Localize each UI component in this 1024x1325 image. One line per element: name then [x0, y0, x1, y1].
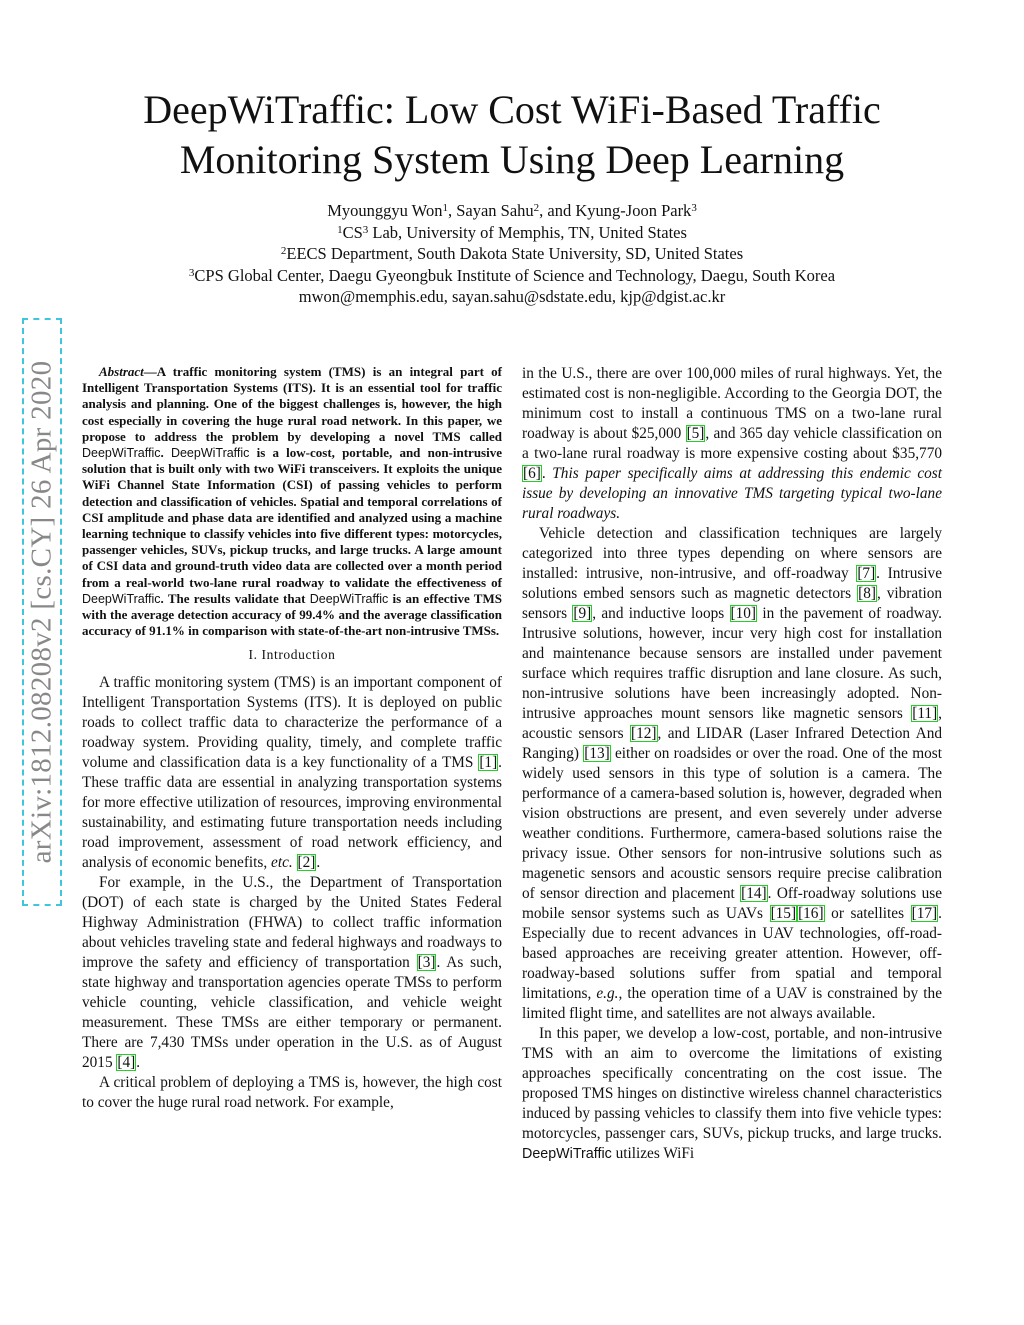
- author-2-sup: 2: [533, 202, 540, 214]
- emphasis-text: e.g.,: [596, 985, 623, 1002]
- affiliation-1-text: Lab, University of Memphis, TN, United States: [368, 222, 687, 242]
- system-name: DeepWiTraffic: [82, 591, 161, 606]
- affiliation-2-text: EECS Department, South Dakota State University, SD, United States: [286, 244, 744, 263]
- citation-link[interactable]: [16]: [798, 905, 824, 922]
- affiliation-3-sup: 3: [188, 266, 195, 279]
- citation-link[interactable]: [5]: [686, 425, 705, 442]
- citation-link[interactable]: [10]: [730, 605, 757, 622]
- paragraph-text: , and inductive loops: [592, 605, 730, 622]
- paragraph-text: utilizes WiFi: [611, 1145, 695, 1162]
- paragraph-text: .: [136, 1054, 141, 1072]
- intro-paragraph-5: [522, 1024, 942, 1164]
- citation-link[interactable]: [6]: [523, 465, 541, 482]
- author-names: [90, 200, 934, 222]
- author-2: Sayan Sahu: [456, 201, 534, 220]
- paragraph-text: Vehicle detection and classification techniques are largely categorized into three types depending on where sensors are installed: intrusive, non-intrusive, and off-roadway: [522, 525, 942, 582]
- paragraph-text: . These traffic data are essential in analyzing transportation systems for more effective utilization of resources, improving environmental sustainability, and estimating future transportation needs including road improvement, assessment of road network efficiency, and analysis of economic benefits,: [82, 754, 502, 872]
- affiliation-2: [90, 243, 934, 265]
- author-3: Kyung-Joon Park: [575, 201, 692, 220]
- paragraph-text: .: [316, 854, 321, 872]
- paragraph-text: A traffic monitoring system (TMS) is an important component of Intelligent Transportation Systems (ITS). It is deployed on public roads to collect traffic data to characterize the performance of a roadway system. Providing quality, timely, and complete traffic volume and classification data is a key functionality of a TMS: [82, 674, 502, 772]
- citation-link[interactable]: [3]: [417, 954, 436, 972]
- intro-paragraph-1: [82, 673, 502, 873]
- author-emails: mwon@memphis.edu, sayan.sahu@sdstate.edu, kjp@dgist.ac.kr: [298, 287, 726, 306]
- citation-link[interactable]: [1]: [479, 754, 498, 772]
- paragraph-text: , and LIDAR (Laser Infrared Detection And Ranging): [522, 725, 942, 762]
- affiliation-1-sup: 1: [337, 223, 343, 236]
- paragraph-text: . Especially due to recent advances in UAV technologies, off-road-based approaches are receiving greater attention. However, off-roadway-based solutions suffer from spatial and temporal limitations,: [522, 905, 942, 1002]
- author-block: [90, 200, 934, 308]
- section-heading-introduction: I. Introduction: [248, 647, 336, 663]
- system-name: DeepWiTraffic: [309, 591, 389, 606]
- paragraph-text: , and 365 day vehicle classification on a two-lane rural roadway is more expensive costing about $35,770: [522, 425, 942, 462]
- citation-link[interactable]: [9]: [573, 605, 592, 622]
- author-1: Myounggyu Won: [327, 201, 443, 220]
- paragraph-text: . Off-roadway solutions use mobile sensor systems such as UAVs: [522, 885, 942, 922]
- title-line-1: DeepWiTraffic: Low Cost WiFi-Based Traffic: [143, 87, 881, 132]
- intro-paragraph-3: A critical problem of deploying a TMS is, however, the high cost to cover the huge rural road network. For example,: [82, 1074, 502, 1112]
- paragraph-text: either on roadsides or over the road. One of the most widely used sensors in this type of solution is a camera. The performance of a camera-based solution is, however, degraded when vision obstructions are present, and even severely under adverse weather conditions. Furthermore, camera-based solutions raise the privacy issue. Other sensors for non-intrusive solutions such as magenetic sensors and acoustic sensors require precise calibration of sensor direction and placement: [522, 745, 942, 902]
- abstract-text: .: [160, 445, 171, 461]
- abstract-text: A traffic monitoring system (TMS) is an integral part of Intelligent Transportation Systems (ITS). It is an essential tool for traffic analysis and planning. One of the biggest challenges is, however, the high cost especially in covering the huge rural road network. In this paper, we propose to address the problem by developing a novel TMS called: [82, 364, 502, 444]
- title-line-2: Monitoring System Using Deep Learning: [179, 137, 845, 182]
- author-3-sup: 3: [691, 202, 697, 214]
- right-column: [522, 364, 942, 1164]
- emphasis-text: etc.: [271, 854, 293, 872]
- paragraph-text: . Intrusive solutions embed sensors such as magnetic detectors: [522, 565, 942, 602]
- citation-link[interactable]: [8]: [858, 585, 876, 602]
- abstract-dash: —: [143, 364, 157, 379]
- intro-paragraph-3-continued: [522, 364, 942, 524]
- abstract-text: is a low-cost, portable, and non-intrusive solution that is built only with two WiFi transceivers. It exploits the unique WiFi Channel State Information (CSI) of passing vehicles to perform detection and classification of vehicles. Spatial and temporal correlations of CSI amplitude and phase data are identified and analyzed using a machine learning technique to classify vehicles into five different types: motorcycles, passenger vehicles, SUVs, pickup trucks, and large trucks. A large amount of CSI data and ground-truth video data are collected over a month period from a real-world two-lane rural roadway to validate the effectiveness of: [82, 445, 502, 590]
- left-column: [82, 364, 502, 1113]
- paragraph-text: .: [541, 465, 553, 482]
- citation-link[interactable]: [13]: [584, 745, 610, 762]
- system-name: DeepWiTraffic: [170, 446, 250, 461]
- paper-title: [90, 85, 934, 185]
- affiliation-1-lab: CS: [342, 222, 363, 242]
- intro-paragraph-4: [522, 524, 942, 1024]
- paragraph-text: . As such, state highway and transportation agencies operate TMSs to perform vehicle counting, vehicle classification, and vehicle weight measurement. These TMSs are either temporary or permanent. There are 7,430 TMSs under operation in the U.S. as of August 2015: [82, 954, 502, 1072]
- system-name: DeepWiTraffic: [522, 1146, 612, 1162]
- paragraph-text: In this paper, we develop a low-cost, portable, and non-intrusive TMS with an aim to overcome the limitations of existing approaches specifically concentrating on the cost issue. The proposed TMS hinges on distinctive wireless channel characteristics induced by passing vehicles to classify them into five vehicle types: motorcycles, passenger cars, SUVs, pickup trucks, and large trucks.: [522, 1025, 942, 1142]
- abstract-text: is an effective TMS with the average detection accuracy of 99.4% and the average classification accuracy of 91.1% in comparison with state-of-the-art non-intrusive TMSs.: [82, 590, 502, 639]
- author-1-sup: 1: [442, 202, 448, 214]
- arxiv-identifier[interactable]: arXiv:1812.08208v2 [cs.CY] 26 Apr 2020: [25, 360, 58, 864]
- abstract: [82, 364, 502, 639]
- intro-paragraph-2: [82, 873, 502, 1073]
- citation-link[interactable]: [2]: [297, 854, 316, 872]
- paragraph-text: , vibration sensors: [522, 585, 942, 622]
- paragraph-text: in the U.S., there are over 100,000 miles of rural highways. Yet, the estimated cost is non-negligible. According to the Georgia DOT, the minimum cost to install a continuous TMS on a two-lane rural roadway is about $25,000: [522, 365, 942, 442]
- affiliation-1-lab-sup: 3: [362, 223, 369, 236]
- paragraph-text: , acoustic sensors: [522, 705, 942, 742]
- citation-link[interactable]: [4]: [117, 1054, 136, 1072]
- citation-link[interactable]: [7]: [857, 565, 876, 582]
- citation-link[interactable]: [11]: [912, 705, 938, 722]
- paragraph-text: in the pavement of roadway. Intrusive solutions, however, incur very high cost for installation and maintenance because sensors are installed under pavement surface which requires traffic disruption and lane closure. As such, non-intrusive solutions have been increasingly adopted. Non-intrusive approaches mount sensors like magnetic sensors: [522, 605, 942, 722]
- paragraph-text: [293, 854, 297, 871]
- affiliation-3: [90, 265, 934, 287]
- abstract-label: Abstract: [99, 364, 144, 379]
- affiliation-3-text: CPS Global Center, Daegu Gyeongbuk Institute of Science and Technology, Daegu, South Korea: [194, 265, 836, 285]
- affiliation-2-sup: 2: [280, 245, 287, 257]
- citation-link[interactable]: [14]: [741, 885, 767, 902]
- author-separator: ,: [447, 201, 457, 220]
- author-separator: , and: [539, 201, 576, 220]
- paragraph-text: or satellites: [824, 905, 911, 922]
- paragraph-text: For example, in the U.S., the Department of Transportation (DOT) of each state is charged by the United States Federal Highway Administration (FHWA) to collect traffic information about vehicles traveling state and federal highways and roadways to improve the safety and efficiency of transportation: [82, 874, 502, 972]
- system-name: DeepWiTraffic: [82, 446, 161, 461]
- abstract-text: . The results validate that: [160, 590, 310, 606]
- citation-link[interactable]: [12]: [631, 725, 657, 742]
- affiliation-1: [90, 222, 934, 244]
- citation-link[interactable]: [17]: [911, 905, 938, 922]
- paragraph-text: the operation time of a UAV is constrained by the limited flight time, and satellites are not always available.: [522, 985, 942, 1022]
- emphasis-text: This paper specifically aims at addressing this endemic cost issue by developing an innovative TMS targeting typical two-lane rural roadways.: [522, 465, 943, 522]
- citation-link[interactable]: [15]: [770, 905, 797, 922]
